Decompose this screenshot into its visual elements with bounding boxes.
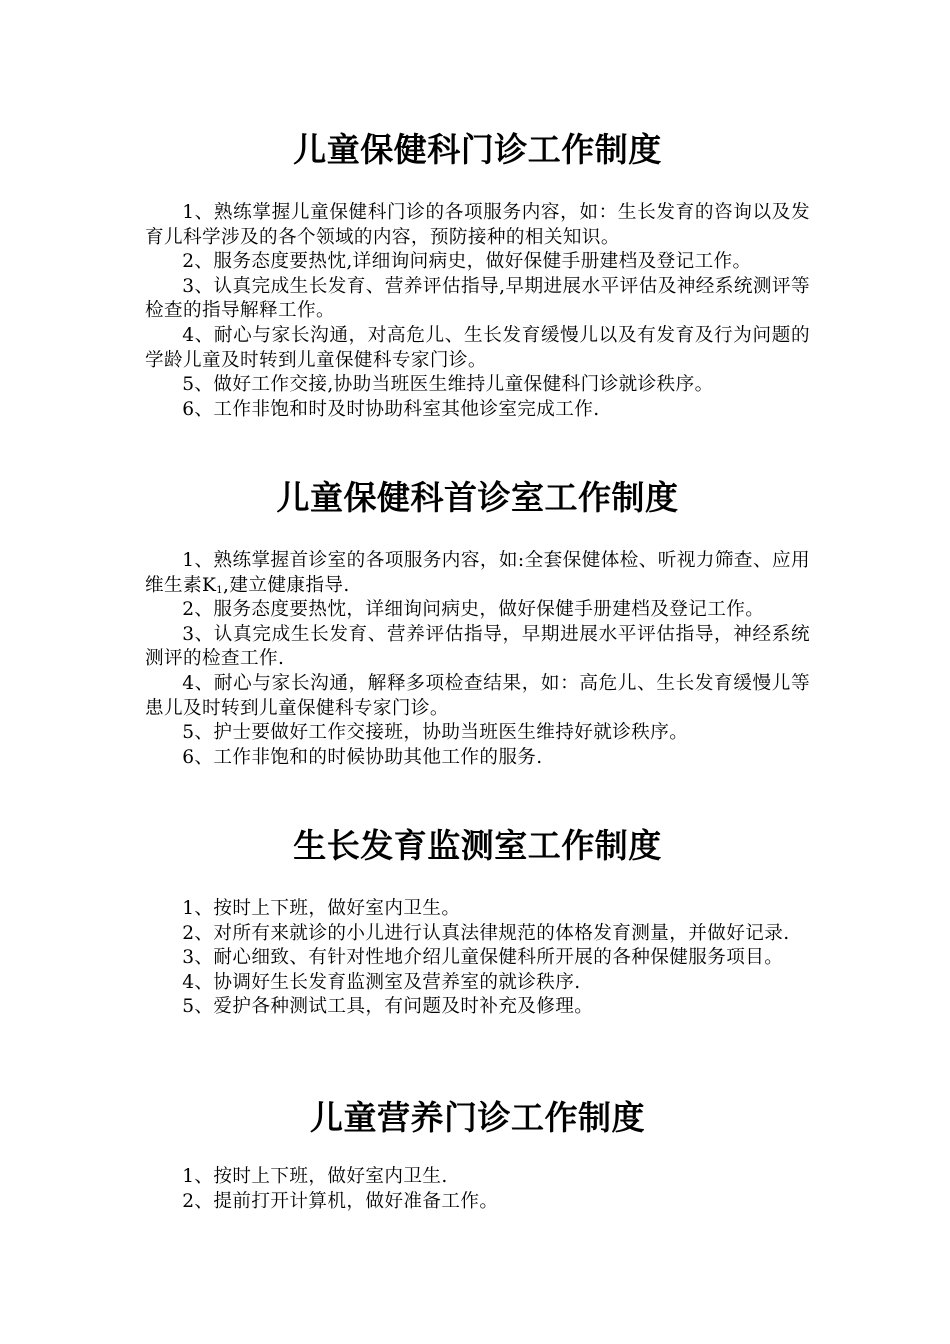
rule-item: 1、按时上下班，做好室内卫生. bbox=[182, 1166, 448, 1187]
rule-item-text-tail: ,建立健康指导. bbox=[223, 574, 350, 596]
rule-item: 6、工作非饱和时及时协助科室其他诊室完成工作. bbox=[182, 398, 600, 420]
section-clinic-rules bbox=[145, 130, 810, 422]
rule-list bbox=[145, 549, 810, 770]
rule-item: 3、认真完成生长发育、营养评估指导,早期进展水平评估及神经系统测评等检查的指导解释工作。 bbox=[145, 275, 810, 322]
rule-item: 2、对所有来就诊的小儿进行认真法律规范的体格发育测量，并做好记录. bbox=[182, 922, 790, 944]
rule-item: 1、按时上下班，做好室内卫生。 bbox=[182, 898, 461, 919]
rule-list bbox=[145, 1165, 810, 1214]
rule-item: 2、服务态度要热忱,详细询问病史，做好保健手册建档及登记工作。 bbox=[182, 251, 752, 273]
rule-list bbox=[145, 201, 810, 422]
rule-item: 4、耐心与家长沟通，对高危儿、生长发育缓慢儿以及有发育及行为问题的学龄儿童及时转到儿童保健科专家门诊。 bbox=[145, 324, 810, 371]
section-title: 儿童保健科门诊工作制度 bbox=[293, 130, 662, 169]
section-growth-monitoring-rules bbox=[145, 826, 810, 1020]
rule-item: 2、服务态度要热忱，详细询问病史，做好保健手册建档及登记工作。 bbox=[182, 599, 765, 621]
vitamin-subscript: 1 bbox=[216, 584, 224, 596]
rule-item: 6、工作非饱和的时候协助其他工作的服务. bbox=[182, 746, 543, 768]
section-title: 儿童营养门诊工作制度 bbox=[310, 1098, 645, 1137]
section-title: 生长发育监测室工作制度 bbox=[293, 826, 662, 865]
rule-item bbox=[145, 549, 810, 598]
rule-item: 5、做好工作交接,协助当班医生维持儿童保健科门诊就诊秩序。 bbox=[182, 374, 714, 396]
rule-item: 5、护士要做好工作交接班，协助当班医生维持好就诊秩序。 bbox=[182, 722, 689, 744]
section-first-visit-rules bbox=[145, 478, 810, 770]
rule-item: 5、爱护各种测试工具，有问题及时补充及修理。 bbox=[182, 996, 594, 1018]
section-title: 儿童保健科首诊室工作制度 bbox=[276, 478, 679, 517]
rule-item: 3、认真完成生长发育、营养评估指导，早期进展水平评估指导，神经系统测评的检查工作. bbox=[145, 623, 810, 670]
rule-item: 4、协调好生长发育监测室及营养室的就诊秩序. bbox=[182, 971, 581, 993]
rule-item: 4、耐心与家长沟通，解释多项检查结果，如：高危儿、生长发育缓慢儿等患儿及时转到儿童保健科专家门诊。 bbox=[145, 672, 810, 719]
rule-item: 1、熟练掌握儿童保健科门诊的各项服务内容，如：生长发育的咨询以及发育儿科学涉及的各个领域的内容，预防接种的相关知识。 bbox=[145, 202, 810, 248]
rule-list bbox=[145, 897, 810, 1020]
vitamin-letter: K bbox=[201, 574, 217, 596]
rule-item: 3、耐心细致、有针对性地介绍儿童保健科所开展的各种保健服务项目。 bbox=[182, 947, 784, 969]
rule-item: 2、提前打开计算机，做好准备工作。 bbox=[182, 1190, 499, 1212]
section-nutrition-clinic-rules bbox=[145, 1098, 810, 1214]
rule-item-text: 1、熟练掌握首诊室的各项服务内容，如:全套保健体检、听视力筛查、应用维生素 bbox=[145, 550, 810, 596]
